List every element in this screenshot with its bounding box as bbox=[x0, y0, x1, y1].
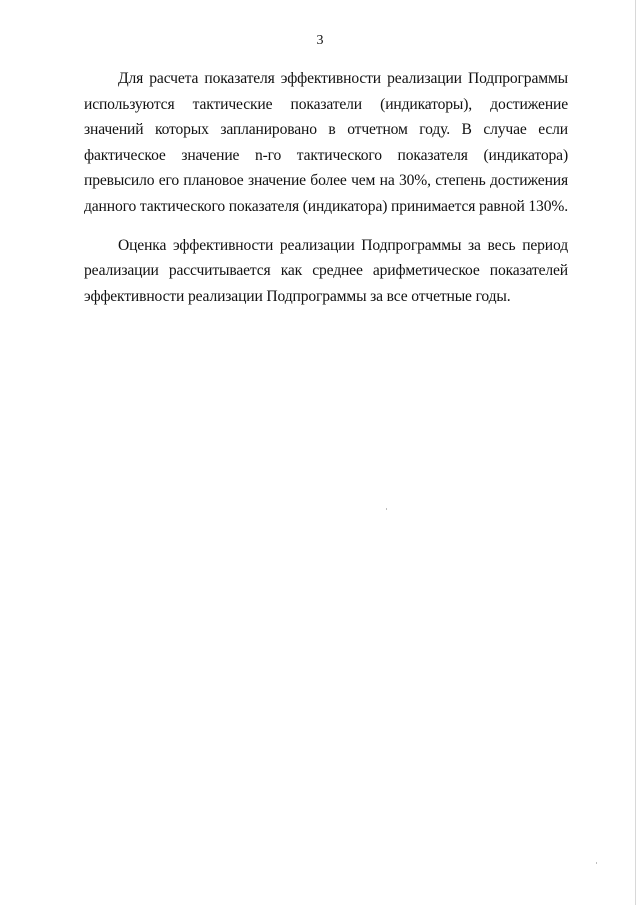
scan-edge-line bbox=[635, 0, 636, 905]
page-number: 3 bbox=[316, 33, 324, 48]
scan-speck bbox=[386, 508, 387, 510]
body-text bbox=[84, 66, 568, 309]
scan-speck bbox=[596, 862, 597, 864]
paragraph-1: Для расчета показателя эффективности реализации Подпрограммы используются тактические показатели (индикаторы), достижение значений которых запланировано в отчетном году. В случае если фактическое значение n-го тактического показателя (индикатора) превысило его плановое значение более чем на 30%, степень достижения данного тактического показателя (индикатора) принимается равной 130%. bbox=[84, 70, 568, 215]
paragraph-2: Оценка эффективности реализации Подпрограммы за весь период реализации рассчитывается как среднее арифметическое показателей эффективности реализации Подпрограммы за все отчетные годы. bbox=[84, 236, 568, 305]
